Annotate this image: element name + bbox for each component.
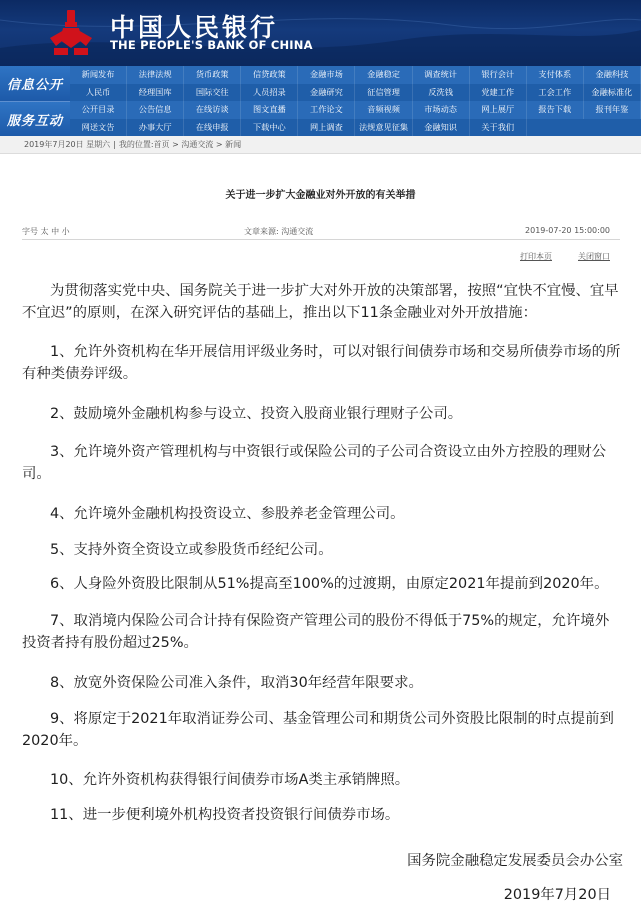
nav-item-credit-policy[interactable]: 信贷政策	[241, 66, 298, 84]
nav-item-recruitment[interactable]: 人员招录	[241, 84, 298, 102]
article-item-1: 1、允许外资机构在华开展信用评级业务时，可以对银行间债券市场和交易所债券市场的所有种类债券评级。	[22, 344, 621, 382]
nav-item-anti-money-laundering[interactable]: 反洗钱	[413, 84, 470, 102]
nav-section-info-disclosure[interactable]: 信息公开	[0, 66, 70, 101]
nav-section-service-interaction[interactable]: 服务互动	[0, 101, 70, 136]
article-item-10: 10、允许外资机构获得银行间债券市场A类主承销牌照。	[50, 772, 410, 788]
article-item-7: 7、取消境内保险公司合计持有保险资产管理公司的股份不得低于75%的规定，允许境外投资者持有股份超过25%。	[22, 613, 610, 651]
nav-item-regulation-feedback[interactable]: 法规意见征集	[355, 119, 412, 137]
nav-item-report-download[interactable]: 报告下载	[527, 101, 584, 119]
article-datetime: 2019-07-20 15:00:00	[525, 226, 610, 235]
nav-item-yearbooks[interactable]: 报刊年鉴	[584, 101, 641, 119]
breadcrumb-date: 2019年7月20日 星期六	[24, 140, 111, 149]
nav-item-online-filing[interactable]: 在线申报	[184, 119, 241, 137]
nav-item-market-updates[interactable]: 市场动态	[413, 101, 470, 119]
nav-item-payment-system[interactable]: 支付体系	[527, 66, 584, 84]
nav-item-party-building[interactable]: 党建工作	[470, 84, 527, 102]
close-window-link[interactable]: 关闭窗口	[578, 252, 610, 261]
article-item-11: 11、进一步便利境外机构投资者投资银行间债券市场。	[50, 807, 400, 823]
bank-name-cn: 中国人民银行	[110, 13, 279, 42]
nav-item-working-papers[interactable]: 工作论文	[298, 101, 355, 119]
nav-item-financial-market[interactable]: 金融市场	[298, 66, 355, 84]
nav-item-research[interactable]: 金融研究	[298, 84, 355, 102]
header-banner	[0, 0, 641, 66]
nav-item-online-survey[interactable]: 网上调查	[298, 119, 355, 137]
nav-item-online-exhibition[interactable]: 网上展厅	[470, 101, 527, 119]
nav-item-rmb[interactable]: 人民币	[70, 84, 127, 102]
banner-wave-decoration	[0, 0, 641, 66]
article-item-8: 8、放宽外资保险公司准入条件，取消30年经营年限要求。	[50, 675, 423, 691]
nav-item-service-hall[interactable]: 办事大厅	[127, 119, 184, 137]
nav-item-credit-reference[interactable]: 征信管理	[355, 84, 412, 102]
nav-item-financial-stability[interactable]: 金融稳定	[355, 66, 412, 84]
issuer-signature: 国务院金融稳定发展委员会办公室	[407, 853, 623, 869]
nav-item-announcements[interactable]: 公告信息	[127, 101, 184, 119]
nav-item-monetary-policy[interactable]: 货币政策	[184, 66, 241, 84]
nav-row	[70, 119, 641, 137]
nav-item-bank-accounting[interactable]: 银行会计	[470, 66, 527, 84]
bank-name-en: THE PEOPLE'S BANK OF CHINA	[110, 38, 313, 52]
nav-row	[70, 66, 641, 84]
article-item-3: 3、允许境外资产管理机构与中资银行或保险公司的子公司合资设立由外方控股的理财公司。	[22, 444, 607, 482]
article-item-4: 4、允许境外金融机构投资设立、参股养老金管理公司。	[50, 506, 405, 522]
nav-item-document-delivery[interactable]: 网送文告	[70, 119, 127, 137]
nav-row	[70, 84, 641, 102]
nav-item-union-work[interactable]: 工会工作	[527, 84, 584, 102]
nav-item-fintech[interactable]: 金融科技	[584, 66, 641, 84]
issue-date: 2019年7月20日	[503, 887, 611, 903]
nav-item-survey-statistics[interactable]: 调查统计	[413, 66, 470, 84]
main-navigation	[0, 66, 641, 136]
breadcrumb-separator: |	[113, 140, 116, 149]
nav-item-international[interactable]: 国际交往	[184, 84, 241, 102]
nav-row	[70, 101, 641, 119]
article-title: 关于进一步扩大金融业对外开放的有关举措	[225, 190, 416, 201]
nav-item-online-interview[interactable]: 在线访谈	[184, 101, 241, 119]
nav-item-download-center[interactable]: 下载中心	[241, 119, 298, 137]
article-intro: 为贯彻落实党中央、国务院关于进一步扩大对外开放的决策部署，按照“宜快不宜慢、宜早不宜迟”的原则，在深入研究评估的基础上，推出以下11条金融业对外开放措施：	[22, 283, 619, 321]
print-page-link[interactable]: 打印本页	[520, 252, 552, 261]
nav-item-financial-knowledge[interactable]: 金融知识	[413, 119, 470, 137]
article-source: 文章来源: 沟通交流	[244, 227, 314, 236]
nav-item-audio-video[interactable]: 音频视频	[355, 101, 412, 119]
article-meta	[22, 222, 620, 240]
pboc-emblem-icon[interactable]	[46, 8, 96, 58]
nav-item-public-catalog[interactable]: 公开目录	[70, 101, 127, 119]
breadcrumb	[0, 136, 641, 154]
nav-item-treasury[interactable]: 经理国库	[127, 84, 184, 102]
nav-item-laws[interactable]: 法律法规	[127, 66, 184, 84]
nav-item-live-broadcast[interactable]: 图文直播	[241, 101, 298, 119]
breadcrumb-location[interactable]: 我的位置:首页 > 沟通交流 > 新闻	[118, 140, 242, 149]
nav-item-about-us[interactable]: 关于我们	[470, 119, 527, 137]
article-item-5: 5、支持外资全资设立或参股货币经纪公司。	[50, 542, 333, 558]
nav-grid	[70, 66, 641, 136]
font-size-selector[interactable]: 字号 太 中 小	[22, 227, 70, 236]
nav-item-standardization[interactable]: 金融标准化	[584, 84, 641, 102]
article-item-2: 2、鼓励境外金融机构参与设立、投资入股商业银行理财子公司。	[50, 406, 463, 422]
article-item-9: 9、将原定于2021年取消证券公司、基金管理公司和期货公司外资股比限制的时点提前到2020年。	[22, 711, 614, 749]
article-item-6: 6、人身险外资股比限制从51%提高至100%的过渡期，由原定2021年提前到2020年。	[50, 576, 609, 592]
nav-item-news-release[interactable]: 新闻发布	[70, 66, 127, 84]
